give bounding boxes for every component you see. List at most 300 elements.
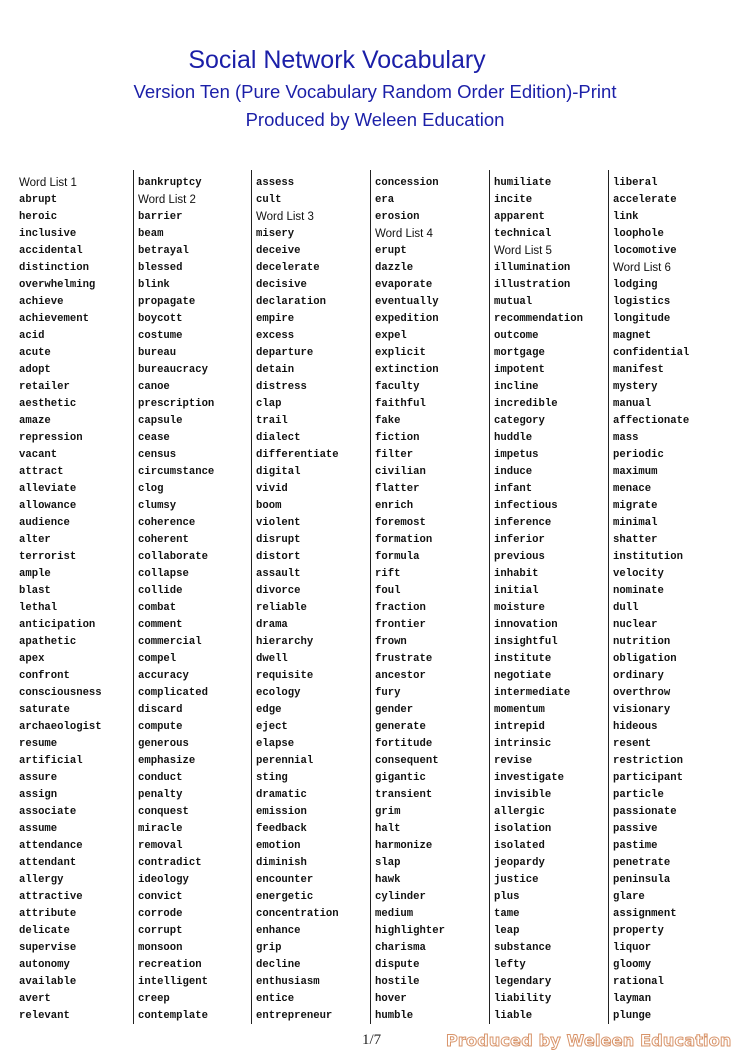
vocabulary-word: recreation [138,959,202,971]
word-list-heading: Word List 1 [19,177,77,189]
vocabulary-word: particle [613,789,664,801]
vocabulary-word: sting [256,772,288,784]
vocabulary-word: alleviate [19,483,77,495]
vocabulary-word: faculty [375,381,420,393]
vocabulary-word: convict [138,891,183,903]
vocabulary-word: adopt [19,364,51,376]
vocabulary-word: combat [138,602,177,614]
vocabulary-word: foul [375,585,401,597]
word-column [494,175,608,1025]
vocabulary-word: audience [19,517,70,529]
vocabulary-word: cease [138,432,170,444]
vocabulary-word: supervise [19,942,77,954]
vocabulary-word: drama [256,619,288,631]
vocabulary-word: fiction [375,432,420,444]
vocabulary-word: entrepreneur [256,1010,333,1022]
word-column [19,175,133,1025]
vocabulary-word: comment [138,619,183,631]
vocabulary-word: creep [138,993,170,1005]
vocabulary-word: huddle [494,432,533,444]
vocabulary-word: anticipation [19,619,96,631]
vocabulary-word: relevant [19,1010,70,1022]
vocabulary-word: commercial [138,636,202,648]
vocabulary-word: distinction [19,262,89,274]
vocabulary-word: compel [138,653,177,665]
vocabulary-word: inference [494,517,552,529]
vocabulary-word: shatter [613,534,658,546]
vocabulary-word: dispute [375,959,420,971]
vocabulary-word: ancestor [375,670,426,682]
vocabulary-word: insightful [494,636,558,648]
vocabulary-word: mortgage [494,347,545,359]
vocabulary-word: removal [138,840,183,852]
word-column [256,175,370,1025]
vocabulary-word: revise [494,755,533,767]
vocabulary-word: institute [494,653,552,665]
vocabulary-word: achieve [19,296,64,308]
column-divider [370,170,371,1024]
vocabulary-word: declaration [256,296,326,308]
vocabulary-word: liberal [613,177,658,189]
vocabulary-word: clap [256,398,282,410]
vocabulary-word: fraction [375,602,426,614]
vocabulary-word: elapse [256,738,295,750]
vocabulary-word: technical [494,228,552,240]
vocabulary-word: inhabit [494,568,539,580]
vocabulary-word: prescription [138,398,215,410]
watermark: Produced by Weleen Education [446,1031,732,1050]
vocabulary-word: invisible [494,789,552,801]
vocabulary-word: bankruptcy [138,177,202,189]
vocabulary-word: eject [256,721,288,733]
vocabulary-word: capsule [138,415,183,427]
vocabulary-word: civilian [375,466,426,478]
vocabulary-word: moisture [494,602,545,614]
vocabulary-word: assume [19,823,58,835]
vocabulary-word: circumstance [138,466,215,478]
vocabulary-word: attract [19,466,64,478]
vocabulary-word: overwhelming [19,279,96,291]
vocabulary-word: barrier [138,211,183,223]
vocabulary-word: layman [613,993,652,1005]
vocabulary-word: foremost [375,517,426,529]
vocabulary-word: apex [19,653,45,665]
vocabulary-word: corrupt [138,925,183,937]
vocabulary-word: explicit [375,347,426,359]
vocabulary-word: abrupt [19,194,58,206]
vocabulary-word: logistics [613,296,671,308]
vocabulary-word: clog [138,483,164,495]
vocabulary-word: infectious [494,500,558,512]
vocabulary-word: momentum [494,704,545,716]
vocabulary-word: liquor [613,942,652,954]
vocabulary-word: accelerate [613,194,677,206]
vocabulary-word: confidential [613,347,690,359]
vocabulary-word: compute [138,721,183,733]
vocabulary-word: fake [375,415,401,427]
vocabulary-word: transient [375,789,433,801]
vocabulary-word: terrorist [19,551,77,563]
vocabulary-word: restriction [613,755,683,767]
vocabulary-word: tame [494,908,520,920]
vocabulary-word: enrich [375,500,414,512]
vocabulary-word: resume [19,738,58,750]
vocabulary-word: intrepid [494,721,545,733]
column-divider [608,170,609,1024]
vocabulary-word: discard [138,704,183,716]
vocabulary-word: available [19,976,77,988]
word-list-heading: Word List 2 [138,194,196,206]
vocabulary-word: complicated [138,687,208,699]
vocabulary-word: dwell [256,653,288,665]
vocabulary-word: allergy [19,874,64,886]
vocabulary-word: longitude [613,313,671,325]
vocabulary-word: nutrition [613,636,671,648]
vocabulary-word: dazzle [375,262,414,274]
vocabulary-word: faithful [375,398,426,410]
vocabulary-word: heroic [19,211,58,223]
vocabulary-word: harmonize [375,840,433,852]
vocabulary-word: flatter [375,483,420,495]
vocabulary-word: consequent [375,755,439,767]
vocabulary-word: entice [256,993,295,1005]
vocabulary-word: incline [494,381,539,393]
vocabulary-word: propagate [138,296,196,308]
vocabulary-word: medium [375,908,414,920]
vocabulary-word: allergic [494,806,545,818]
vocabulary-word: alter [19,534,51,546]
vocabulary-word: contradict [138,857,202,869]
vocabulary-word: highlighter [375,925,445,937]
vocabulary-word: canoe [138,381,170,393]
vocabulary-word: outcome [494,330,539,342]
vocabulary-word: perennial [256,755,314,767]
vocabulary-word: generate [375,721,426,733]
vocabulary-word: amaze [19,415,51,427]
vocabulary-word: frustrate [375,653,433,665]
vocabulary-word: induce [494,466,533,478]
vocabulary-word: mutual [494,296,533,308]
vocabulary-word: emission [256,806,307,818]
vocabulary-word: emotion [256,840,301,852]
vocabulary-word: resent [613,738,652,750]
vocabulary-word: collaborate [138,551,208,563]
vocabulary-word: decelerate [256,262,320,274]
vocabulary-word: collapse [138,568,189,580]
vocabulary-word: cult [256,194,282,206]
vocabulary-word: consciousness [19,687,102,699]
vocabulary-word: obligation [613,653,677,665]
vocabulary-word: formation [375,534,433,546]
vocabulary-word: illumination [494,262,571,274]
vocabulary-word: periodic [613,449,664,461]
vocabulary-word: innovation [494,619,558,631]
vocabulary-word: excess [256,330,295,342]
vocabulary-word: detain [256,364,295,376]
vocabulary-word: bureaucracy [138,364,208,376]
vocabulary-word: feedback [256,823,307,835]
vocabulary-word: slap [375,857,401,869]
vocabulary-word: requisite [256,670,314,682]
document-title: Social Network Vocabulary [188,46,486,74]
vocabulary-word: blast [19,585,51,597]
vocabulary-word: empire [256,313,295,325]
vocabulary-word: institution [613,551,683,563]
vocabulary-word: monsoon [138,942,183,954]
vocabulary-word: grim [375,806,401,818]
vocabulary-word: maximum [613,466,658,478]
vocabulary-word: census [138,449,177,461]
vocabulary-word: participant [613,772,683,784]
vocabulary-word: deceive [256,245,301,257]
vocabulary-word: encounter [256,874,314,886]
vocabulary-word: violent [256,517,301,529]
document-subtitle: Version Ten (Pure Vocabulary Random Order Edition)-Print [133,81,617,102]
vocabulary-word: acute [19,347,51,359]
producer-line: Produced by Weleen Education [245,109,505,130]
vocabulary-word: infant [494,483,533,495]
vocabulary-word: costume [138,330,183,342]
vocabulary-word: dull [613,602,639,614]
vocabulary-word: repression [19,432,83,444]
vocabulary-word: clumsy [138,500,177,512]
vocabulary-word: manual [613,398,652,410]
vocabulary-word: ordinary [613,670,664,682]
vocabulary-word: impotent [494,364,545,376]
vocabulary-word: edge [256,704,282,716]
vocabulary-word: concession [375,177,439,189]
vocabulary-word: blessed [138,262,183,274]
vocabulary-word: isolated [494,840,545,852]
vocabulary-word: property [613,925,664,937]
vocabulary-word: disrupt [256,534,301,546]
vocabulary-word: delicate [19,925,70,937]
vocabulary-word: lethal [19,602,58,614]
vocabulary-word: frown [375,636,407,648]
vocabulary-word: boycott [138,313,183,325]
vocabulary-word: evaporate [375,279,433,291]
vocabulary-word: fortitude [375,738,433,750]
vocabulary-word: corrode [138,908,183,920]
vocabulary-word: vivid [256,483,288,495]
vocabulary-word: extinction [375,364,439,376]
vocabulary-word: artificial [19,755,83,767]
vocabulary-word: cylinder [375,891,426,903]
vocabulary-word: archaeologist [19,721,102,733]
page-number: 1/7 [362,1032,382,1048]
vocabulary-word: accidental [19,245,83,257]
vocabulary-word: impetus [494,449,539,461]
vocabulary-word: nominate [613,585,664,597]
vocabulary-word: lodging [613,279,658,291]
vocabulary-word: intelligent [138,976,208,988]
vocabulary-word: reliable [256,602,307,614]
vocabulary-word: ample [19,568,51,580]
vocabulary-word: passionate [613,806,677,818]
vocabulary-word: hawk [375,874,401,886]
vocabulary-word: hierarchy [256,636,314,648]
vocabulary-word: erupt [375,245,407,257]
vocabulary-word: energetic [256,891,314,903]
vocabulary-word: expel [375,330,407,342]
vocabulary-word: magnet [613,330,652,342]
vocabulary-word: contemplate [138,1010,208,1022]
vocabulary-word: attendance [19,840,83,852]
vocabulary-word: acid [19,330,45,342]
vocabulary-word: conduct [138,772,183,784]
vocabulary-word: trail [256,415,288,427]
vocabulary-word: isolation [494,823,552,835]
vocabulary-word: grip [256,942,282,954]
vocabulary-word: rift [375,568,401,580]
word-list-heading: Word List 5 [494,245,552,257]
word-list-heading: Word List 4 [375,228,433,240]
vocabulary-word: beam [138,228,164,240]
vocabulary-word: mystery [613,381,658,393]
vocabulary-word: formula [375,551,420,563]
vocabulary-word: investigate [494,772,564,784]
vocabulary-word: inclusive [19,228,77,240]
vocabulary-word: glare [613,891,645,903]
vocabulary-word: coherent [138,534,189,546]
vocabulary-word: bureau [138,347,177,359]
vocabulary-word: filter [375,449,414,461]
vocabulary-word: liability [494,993,552,1005]
vocabulary-word: coherence [138,517,196,529]
vocabulary-word: hostile [375,976,420,988]
vocabulary-word: achievement [19,313,89,325]
vocabulary-word: peninsula [613,874,671,886]
vocabulary-word: recommendation [494,313,584,325]
vocabulary-word: eventually [375,296,439,308]
vocabulary-word: collide [138,585,183,597]
vocabulary-word: legendary [494,976,552,988]
vocabulary-word: expedition [375,313,439,325]
vocabulary-word: lefty [494,959,526,971]
vocabulary-word: substance [494,942,552,954]
vocabulary-word: minimal [613,517,658,529]
vocabulary-word: penalty [138,789,183,801]
vocabulary-word: justice [494,874,539,886]
vocabulary-word: departure [256,347,314,359]
vocabulary-word: menace [613,483,652,495]
vocabulary-word: overthrow [613,687,671,699]
vocabulary-word: assess [256,177,295,189]
vocabulary-word: affectionate [613,415,690,427]
vocabulary-word: attractive [19,891,83,903]
vocabulary-word: leap [494,925,520,937]
vocabulary-word: incite [494,194,533,206]
vocabulary-word: inferior [494,534,545,546]
vocabulary-word: frontier [375,619,426,631]
vocabulary-word: generous [138,738,189,750]
vocabulary-word: plunge [613,1010,652,1022]
vocabulary-word: illustration [494,279,571,291]
vocabulary-word: nuclear [613,619,658,631]
vocabulary-word: liable [494,1010,533,1022]
vocabulary-word: rational [613,976,664,988]
vocabulary-word: confront [19,670,70,682]
vocabulary-word: enhance [256,925,301,937]
vocabulary-word: hover [375,993,407,1005]
vocabulary-word: plus [494,891,520,903]
vocabulary-word: penetrate [613,857,671,869]
vocabulary-word: aesthetic [19,398,77,410]
vocabulary-word: enthusiasm [256,976,320,988]
vocabulary-word: locomotive [613,245,677,257]
column-divider [489,170,490,1024]
vocabulary-word: ecology [256,687,301,699]
vocabulary-word: autonomy [19,959,70,971]
vocabulary-word: velocity [613,568,664,580]
vocabulary-word: conquest [138,806,189,818]
vocabulary-word: vacant [19,449,58,461]
vocabulary-word: retailer [19,381,70,393]
word-column [375,175,489,1025]
vocabulary-word: associate [19,806,77,818]
vocabulary-word: negotiate [494,670,552,682]
word-column [138,175,252,1025]
vocabulary-word: gender [375,704,414,716]
vocabulary-word: miracle [138,823,183,835]
vocabulary-word: decisive [256,279,307,291]
vocabulary-word: boom [256,500,282,512]
vocabulary-word: gloomy [613,959,652,971]
vocabulary-word: passive [613,823,658,835]
vocabulary-word: humiliate [494,177,552,189]
vocabulary-word: apparent [494,211,545,223]
vocabulary-word: mass [613,432,639,444]
vocabulary-word: fury [375,687,401,699]
vocabulary-word: betrayal [138,245,189,257]
vocabulary-word: differentiate [256,449,339,461]
vocabulary-word: dialect [256,432,301,444]
vocabulary-word: humble [375,1010,414,1022]
vocabulary-word: attendant [19,857,77,869]
vocabulary-word: pastime [613,840,658,852]
vocabulary-word: allowance [19,500,77,512]
vocabulary-word: intermediate [494,687,571,699]
vocabulary-word: erosion [375,211,420,223]
vocabulary-word: diminish [256,857,307,869]
word-list-heading: Word List 3 [256,211,314,223]
vocabulary-word: migrate [613,500,658,512]
vocabulary-word: loophole [613,228,664,240]
vocabulary-word: dramatic [256,789,307,801]
vocabulary-word: decline [256,959,301,971]
vocabulary-word: ideology [138,874,189,886]
column-divider [133,170,134,1024]
vocabulary-word: avert [19,993,51,1005]
vocabulary-word: emphasize [138,755,196,767]
vocabulary-word: gigantic [375,772,426,784]
vocabulary-word: assault [256,568,301,580]
vocabulary-word: era [375,194,395,206]
vocabulary-word: misery [256,228,295,240]
vocabulary-word: charisma [375,942,426,954]
word-list-heading: Word List 6 [613,262,671,274]
vocabulary-word: assignment [613,908,677,920]
vocabulary-word: distort [256,551,301,563]
vocabulary-word: visionary [613,704,671,716]
vocabulary-word: apathetic [19,636,77,648]
vocabulary-word: attribute [19,908,77,920]
vocabulary-word: incredible [494,398,558,410]
vocabulary-word: link [613,211,639,223]
vocabulary-word: manifest [613,364,664,376]
vocabulary-word: saturate [19,704,70,716]
vocabulary-word: divorce [256,585,301,597]
